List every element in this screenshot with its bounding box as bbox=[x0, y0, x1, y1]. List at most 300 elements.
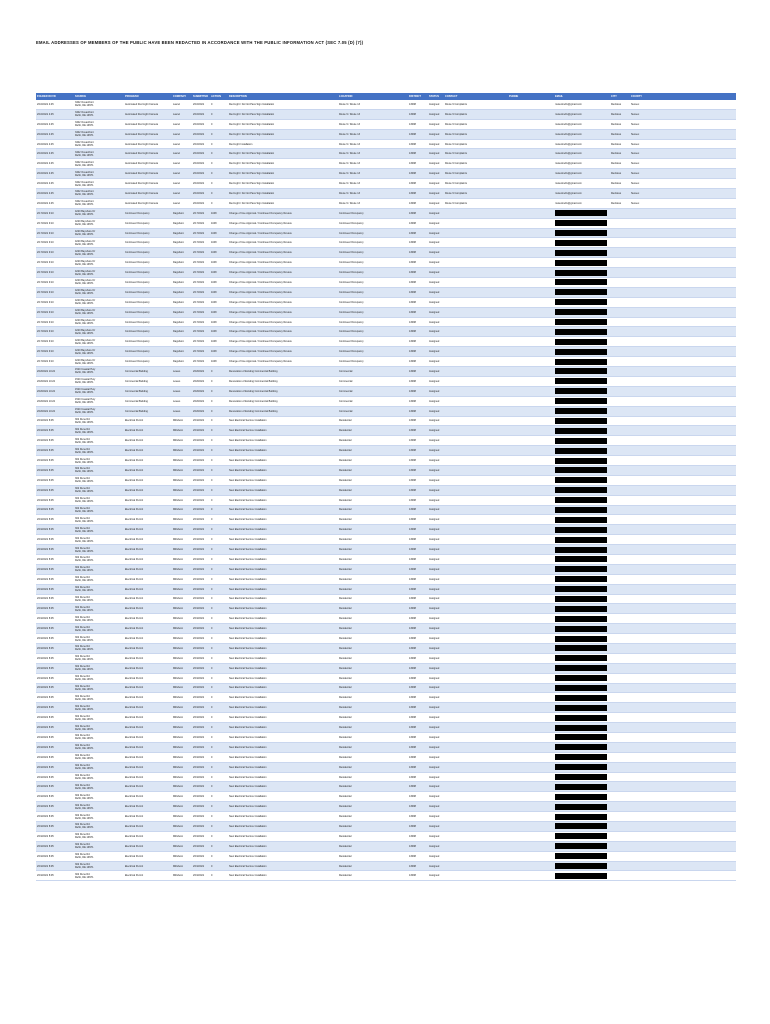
address-line: 302 Dune Rd bbox=[75, 506, 90, 510]
table-row bbox=[36, 773, 736, 783]
table-cell: 13098 bbox=[409, 785, 416, 789]
table-cell: New Electrical Service Installation bbox=[229, 459, 267, 462]
table-row bbox=[36, 486, 736, 496]
table-cell bbox=[74, 527, 124, 533]
table-cell: 2/19/2021 bbox=[193, 548, 205, 552]
table-cell bbox=[74, 537, 124, 543]
table-cell bbox=[554, 655, 610, 661]
address-line: Rehb, DE 19971 bbox=[75, 569, 94, 573]
table-cell: 0 bbox=[211, 389, 213, 393]
table-row bbox=[36, 871, 736, 881]
address-line: Rehb, DE 19971 bbox=[75, 450, 94, 454]
table-cell bbox=[74, 230, 124, 236]
table-cell: Lewes bbox=[173, 389, 181, 393]
redaction-bar bbox=[555, 586, 607, 592]
table-cell: 2/19/2021 bbox=[193, 745, 205, 749]
table-cell: New Electrical Service Installation bbox=[229, 637, 267, 641]
table-cell: Millsboro bbox=[173, 834, 184, 838]
table-row bbox=[36, 733, 736, 743]
table-cell bbox=[74, 398, 124, 404]
address-line: Rehb, DE 19971 bbox=[75, 272, 94, 276]
redaction-bar bbox=[555, 438, 607, 444]
redaction-bar bbox=[555, 487, 607, 493]
table-cell: Residential bbox=[339, 498, 352, 502]
table-cell: New Electrical Service Installation bbox=[229, 538, 267, 542]
table-cell: Sussex bbox=[631, 112, 640, 116]
table-cell: Continued Occupancy bbox=[125, 310, 150, 314]
address-line: 1520 Coastal Hwy bbox=[75, 398, 96, 402]
table-cell bbox=[74, 576, 124, 582]
address-line: Rehb, DE 19971 bbox=[75, 579, 94, 583]
table-cell: 13098 bbox=[409, 864, 416, 868]
address-line: Rehb, DE 19971 bbox=[75, 509, 94, 513]
table-cell: 0 bbox=[211, 706, 213, 710]
table-cell: 2/19/2021 bbox=[193, 488, 205, 492]
table-cell: Dagsboro bbox=[173, 241, 184, 245]
table-cell bbox=[554, 398, 610, 404]
table-cell: Millsboro bbox=[173, 577, 184, 581]
table-cell: Electrical Permit bbox=[125, 785, 144, 789]
table-cell: Electrical Permit bbox=[125, 864, 144, 868]
table-row bbox=[36, 476, 736, 486]
table-cell bbox=[74, 833, 124, 839]
table-cell: 13098 bbox=[409, 627, 416, 631]
table-cell: 0 bbox=[211, 498, 213, 502]
table-cell bbox=[554, 319, 610, 325]
table-cell: Automated Red Light Camera bbox=[125, 172, 159, 176]
address-line: Rehb, DE 19971 bbox=[75, 460, 94, 464]
table-cell: Red Light / Do Not Pass Sign Installation bbox=[229, 102, 275, 106]
table-cell bbox=[554, 754, 610, 760]
table-cell bbox=[554, 794, 610, 800]
address-line: Rehb, DE 19971 bbox=[75, 747, 94, 751]
table-cell: Route 9 Complaints bbox=[445, 142, 467, 146]
address-line: Rehb, DE 19971 bbox=[75, 806, 94, 810]
table-cell: 2/16/2021 4:45 bbox=[37, 172, 54, 176]
table-cell: New Electrical Service Installation bbox=[229, 834, 267, 838]
table-cell: Continued Occupancy bbox=[339, 211, 364, 215]
table-cell: 0 bbox=[211, 597, 213, 601]
table-cell: Assigned bbox=[429, 785, 440, 789]
address-line: 3402 Oceanfront bbox=[75, 131, 94, 135]
table-cell: 13098 bbox=[409, 488, 416, 492]
table-cell: Assigned bbox=[429, 112, 440, 116]
table-cell bbox=[74, 111, 124, 117]
table-cell: New Electrical Service Installation bbox=[229, 874, 267, 878]
column-header: COUNTY bbox=[631, 95, 642, 98]
table-cell bbox=[554, 705, 610, 711]
table-cell: 2/17/2021 bbox=[193, 340, 205, 344]
table-cell: 2/19/2021 bbox=[193, 478, 205, 482]
table-cell bbox=[74, 190, 124, 196]
table-cell bbox=[74, 438, 124, 444]
table-cell: 2/17/2021 9:10 bbox=[37, 211, 54, 215]
table-cell: Route 9 / Route 13 bbox=[339, 182, 360, 186]
address-line: Rehb, DE 19971 bbox=[75, 252, 94, 256]
address-line: 4220 Bayshore Dr bbox=[75, 348, 96, 352]
address-line: Rehb, DE 19971 bbox=[75, 737, 94, 741]
table-cell: Red Light / Do Not Pass Sign Installation bbox=[229, 162, 275, 166]
table-cell: 0 bbox=[211, 637, 213, 641]
table-row bbox=[36, 634, 736, 644]
table-cell: Dagsboro bbox=[173, 231, 184, 235]
table-cell: New Electrical Service Installation bbox=[229, 597, 267, 601]
table-cell: New Electrical Service Installation bbox=[229, 567, 267, 571]
address-line: 302 Dune Rd bbox=[75, 566, 90, 570]
table-cell: 13098 bbox=[409, 755, 416, 759]
table-cell bbox=[74, 349, 124, 355]
table-cell: Residential bbox=[339, 666, 352, 670]
table-cell: Continued Occupancy bbox=[125, 211, 150, 215]
table-cell: Millsboro bbox=[173, 686, 184, 690]
table-row bbox=[36, 367, 736, 377]
redaction-bar bbox=[555, 725, 607, 731]
table-cell: Electrical Permit bbox=[125, 478, 144, 482]
table-cell: 0 bbox=[211, 102, 213, 106]
table-cell: Change of Use Approval / Continued Occupancy Review bbox=[229, 320, 292, 324]
table-cell: 13098 bbox=[409, 745, 416, 749]
redaction-bar bbox=[555, 359, 607, 365]
table-cell: Route 9 Complaints bbox=[445, 122, 467, 126]
table-cell bbox=[554, 210, 610, 216]
table-cell: New Electrical Service Installation bbox=[229, 775, 267, 779]
table-cell: Assigned bbox=[429, 745, 440, 749]
address-line: Rehb, DE 19971 bbox=[75, 183, 94, 187]
table-cell: 13098 bbox=[409, 280, 416, 284]
table-cell: New Electrical Service Installation bbox=[229, 805, 267, 809]
table-cell: 13098 bbox=[409, 162, 416, 166]
table-cell: Assigned bbox=[429, 735, 440, 739]
table-cell: Millsboro bbox=[173, 528, 184, 532]
address-line: 302 Dune Rd bbox=[75, 764, 90, 768]
table-cell bbox=[554, 596, 610, 602]
address-line: 302 Dune Rd bbox=[75, 694, 90, 698]
redaction-bar bbox=[555, 833, 607, 839]
table-cell: Assigned bbox=[429, 538, 440, 542]
table-cell bbox=[554, 477, 610, 483]
table-cell: Millsboro bbox=[173, 765, 184, 769]
address-line: Rehb, DE 19971 bbox=[75, 490, 94, 494]
table-cell: Electrical Permit bbox=[125, 597, 144, 601]
table-cell: Millsboro bbox=[173, 419, 184, 423]
table-cell bbox=[554, 843, 610, 849]
table-cell: Red Light / Do Not Pass Sign Installation bbox=[229, 132, 275, 136]
address-line: 3402 Oceanfront bbox=[75, 121, 94, 125]
table-cell bbox=[554, 368, 610, 374]
table-cell: Assigned bbox=[429, 478, 440, 482]
table-cell: 13098 bbox=[409, 429, 416, 433]
table-cell: Change of Use Approval / Continued Occupancy Review bbox=[229, 300, 292, 304]
table-cell: Assigned bbox=[429, 528, 440, 532]
table-cell: 13098 bbox=[409, 102, 416, 106]
table-row bbox=[36, 595, 736, 605]
table-cell: 2/19/2021 bbox=[193, 726, 205, 730]
address-line: Rehb, DE 19971 bbox=[75, 549, 94, 553]
table-row bbox=[36, 248, 736, 258]
table-cell bbox=[74, 458, 124, 464]
table-cell bbox=[554, 626, 610, 632]
redaction-bar bbox=[555, 448, 607, 454]
table-cell: Reckless bbox=[611, 122, 622, 126]
table-cell bbox=[554, 675, 610, 681]
table-cell: Millsboro bbox=[173, 627, 184, 631]
table-cell: Red Light / Do Not Pass Sign Installation bbox=[229, 201, 275, 205]
table-cell: New Electrical Service Installation bbox=[229, 587, 267, 591]
table-cell: 2/19/2021 bbox=[193, 864, 205, 868]
table-cell bbox=[554, 359, 610, 365]
table-cell: 2/19/2021 bbox=[193, 696, 205, 700]
table-cell: Sussex bbox=[631, 152, 640, 156]
table-cell: Laurel bbox=[173, 112, 180, 116]
table-cell: 2/19/2021 8:05 bbox=[37, 716, 54, 720]
table-cell: 2/19/2021 bbox=[193, 824, 205, 828]
table-cell: 2/19/2021 8:05 bbox=[37, 449, 54, 453]
table-row bbox=[36, 219, 736, 229]
table-cell: 1048 bbox=[211, 280, 217, 284]
redaction-bar bbox=[555, 537, 607, 543]
table-cell bbox=[554, 576, 610, 582]
address-line: Rehb, DE 19971 bbox=[75, 717, 94, 721]
address-line: 302 Dune Rd bbox=[75, 536, 90, 540]
table-cell: Lewes bbox=[173, 409, 181, 413]
table-row bbox=[36, 377, 736, 387]
table-cell: Route 9 Complaints bbox=[445, 162, 467, 166]
table-cell bbox=[554, 715, 610, 721]
table-cell: 2/19/2021 8:05 bbox=[37, 607, 54, 611]
table-cell bbox=[74, 487, 124, 493]
table-cell: routeninefix@gmail.com bbox=[555, 182, 582, 186]
table-cell: 13098 bbox=[409, 211, 416, 215]
table-cell: 0 bbox=[211, 162, 213, 166]
address-line: Rehb, DE 19971 bbox=[75, 628, 94, 632]
table-cell: Electrical Permit bbox=[125, 498, 144, 502]
table-cell bbox=[74, 695, 124, 701]
address-line: Rehb, DE 19971 bbox=[75, 322, 94, 326]
table-cell: 13098 bbox=[409, 716, 416, 720]
table-cell: 0 bbox=[211, 686, 213, 690]
table-cell: Assigned bbox=[429, 844, 440, 848]
table-cell: Electrical Permit bbox=[125, 557, 144, 561]
table-cell: New Electrical Service Installation bbox=[229, 854, 267, 858]
address-line: Rehb, DE 19971 bbox=[75, 331, 94, 335]
table-cell bbox=[74, 586, 124, 592]
table-cell: Millsboro bbox=[173, 696, 184, 700]
table-cell: Laurel bbox=[173, 162, 180, 166]
redaction-bar bbox=[555, 695, 607, 701]
table-cell: 0 bbox=[211, 656, 213, 660]
table-cell: 13098 bbox=[409, 557, 416, 561]
table-cell: 13098 bbox=[409, 271, 416, 275]
table-cell: 2/19/2021 8:05 bbox=[37, 834, 54, 838]
table-cell: Electrical Permit bbox=[125, 815, 144, 819]
table-cell: 2/19/2021 bbox=[193, 459, 205, 462]
table-cell: 2/19/2021 8:05 bbox=[37, 557, 54, 561]
address-line: Rehb, DE 19971 bbox=[75, 104, 94, 108]
table-cell: New Electrical Service Installation bbox=[229, 795, 267, 799]
table-cell: 2/19/2021 8:05 bbox=[37, 765, 54, 769]
table-cell: Residential bbox=[339, 577, 352, 581]
address-line: 302 Dune Rd bbox=[75, 586, 90, 590]
address-line: Rehb, DE 19971 bbox=[75, 658, 94, 662]
table-cell: 2/19/2021 8:05 bbox=[37, 478, 54, 482]
table-cell: New Electrical Service Installation bbox=[229, 656, 267, 660]
table-cell bbox=[554, 744, 610, 750]
table-row bbox=[36, 545, 736, 555]
table-cell: 13098 bbox=[409, 498, 416, 502]
address-line: Rehb, DE 19971 bbox=[75, 153, 94, 157]
address-line: Rehb, DE 19971 bbox=[75, 262, 94, 266]
table-cell: 13098 bbox=[409, 696, 416, 700]
table-cell: 0 bbox=[211, 369, 213, 373]
table-cell: Assigned bbox=[429, 627, 440, 631]
table-cell: Change of Use Approval / Continued Occupancy Review bbox=[229, 350, 292, 354]
table-cell: Electrical Permit bbox=[125, 686, 144, 690]
table-cell: Automated Red Light Camera bbox=[125, 191, 159, 195]
table-cell: Dagsboro bbox=[173, 320, 184, 324]
table-cell: Residential bbox=[339, 706, 352, 710]
table-cell: 0 bbox=[211, 716, 213, 720]
table-row bbox=[36, 288, 736, 298]
table-row bbox=[36, 802, 736, 812]
table-cell: Residential bbox=[339, 468, 352, 472]
table-cell: 0 bbox=[211, 696, 213, 700]
table-cell: 13098 bbox=[409, 310, 416, 314]
table-cell: 2/19/2021 bbox=[193, 429, 205, 433]
redaction-bar bbox=[555, 477, 607, 483]
table-cell: Commercial Building bbox=[125, 399, 148, 403]
table-cell: Assigned bbox=[429, 409, 440, 413]
table-cell bbox=[74, 507, 124, 513]
table-cell: 2/17/2021 bbox=[193, 360, 205, 364]
table-row bbox=[36, 703, 736, 713]
address-line: 302 Dune Rd bbox=[75, 684, 90, 688]
table-cell: Change of Use Approval / Continued Occupancy Review bbox=[229, 310, 292, 314]
address-line: Rehb, DE 19971 bbox=[75, 302, 94, 306]
table-row bbox=[36, 852, 736, 862]
table-cell: Route 9 / Route 13 bbox=[339, 162, 360, 166]
table-cell: Reckless bbox=[611, 191, 622, 195]
address-line: 302 Dune Rd bbox=[75, 783, 90, 787]
address-line: 4220 Bayshore Dr bbox=[75, 230, 96, 234]
address-line: 4220 Bayshore Dr bbox=[75, 309, 96, 313]
table-cell: 13098 bbox=[409, 824, 416, 828]
table-cell: Assigned bbox=[429, 330, 440, 334]
address-line: Rehb, DE 19971 bbox=[75, 361, 94, 365]
table-cell: Continued Occupancy bbox=[125, 261, 150, 265]
table-cell: Residential bbox=[339, 627, 352, 631]
table-cell: Electrical Permit bbox=[125, 745, 144, 749]
table-cell: 13098 bbox=[409, 844, 416, 848]
table-cell bbox=[74, 566, 124, 572]
table-cell: Assigned bbox=[429, 557, 440, 561]
column-header: ACTION bbox=[211, 95, 221, 98]
table-cell: 13098 bbox=[409, 330, 416, 334]
table-cell: 2/19/2021 bbox=[193, 419, 205, 423]
table-cell: Red Light Installation bbox=[229, 142, 253, 146]
table-cell: Millsboro bbox=[173, 656, 184, 660]
table-cell: Route 9 Complaints bbox=[445, 112, 467, 116]
address-line: Rehb, DE 19971 bbox=[75, 529, 94, 533]
table-cell bbox=[74, 378, 124, 384]
table-cell: Assigned bbox=[429, 211, 440, 215]
redaction-bar bbox=[555, 566, 607, 572]
table-cell: 13098 bbox=[409, 459, 416, 462]
table-row bbox=[36, 842, 736, 852]
table-cell: Assigned bbox=[429, 320, 440, 324]
table-cell: 2/19/2021 8:05 bbox=[37, 656, 54, 660]
table-cell: 2/19/2021 8:05 bbox=[37, 577, 54, 581]
table-cell bbox=[554, 467, 610, 473]
table-cell bbox=[554, 685, 610, 691]
address-line: 302 Dune Rd bbox=[75, 655, 90, 659]
table-cell: Dagsboro bbox=[173, 330, 184, 334]
table-cell: Commercial bbox=[339, 379, 353, 383]
address-line: Rehb, DE 19971 bbox=[75, 727, 94, 731]
table-cell: 2/17/2021 bbox=[193, 290, 205, 294]
table-cell: routeninefix@gmail.com bbox=[555, 191, 582, 195]
table-cell bbox=[74, 151, 124, 157]
table-cell: 0 bbox=[211, 854, 213, 858]
table-cell: 2/19/2021 bbox=[193, 844, 205, 848]
table-cell: Assigned bbox=[429, 607, 440, 611]
table-cell: 2/17/2021 9:10 bbox=[37, 271, 54, 275]
table-cell: Laurel bbox=[173, 201, 180, 205]
redaction-bar bbox=[555, 734, 607, 740]
table-cell: Route 9 / Route 13 bbox=[339, 152, 360, 156]
table-cell: 0 bbox=[211, 379, 213, 383]
table-cell: Continued Occupancy bbox=[339, 241, 364, 245]
table-cell bbox=[74, 794, 124, 800]
redaction-bar bbox=[555, 517, 607, 523]
table-cell: 2/18/2021 10:22 bbox=[37, 389, 56, 393]
table-cell: 13098 bbox=[409, 290, 416, 294]
table-cell: 0 bbox=[211, 844, 213, 848]
table-cell bbox=[74, 141, 124, 147]
redaction-bar bbox=[555, 665, 607, 671]
table-cell bbox=[74, 705, 124, 711]
table-cell: 2/16/2021 bbox=[193, 152, 205, 156]
redaction-bar bbox=[555, 804, 607, 810]
table-cell: Residential bbox=[339, 637, 352, 641]
column-header: FOLDER RCVD bbox=[37, 95, 56, 98]
table-cell: Residential bbox=[339, 419, 352, 423]
table-cell: Residential bbox=[339, 488, 352, 492]
table-cell: 13098 bbox=[409, 617, 416, 621]
table-cell: Continued Occupancy bbox=[125, 271, 150, 275]
table-row bbox=[36, 575, 736, 585]
table-cell bbox=[554, 220, 610, 226]
address-line: Rehb, DE 19971 bbox=[75, 341, 94, 345]
table-cell: New Electrical Service Installation bbox=[229, 755, 267, 759]
table-cell: Residential bbox=[339, 656, 352, 660]
table-cell: 1048 bbox=[211, 360, 217, 364]
table-cell bbox=[554, 250, 610, 256]
table-cell bbox=[74, 428, 124, 434]
table-body bbox=[36, 100, 736, 881]
redaction-bar bbox=[555, 467, 607, 473]
table-cell: 2/19/2021 bbox=[193, 637, 205, 641]
table-cell: 2/19/2021 bbox=[193, 577, 205, 581]
table-cell: Assigned bbox=[429, 706, 440, 710]
address-line: 1520 Coastal Hwy bbox=[75, 388, 96, 392]
table-cell: 0 bbox=[211, 172, 213, 176]
redaction-bar bbox=[555, 309, 607, 315]
table-row bbox=[36, 624, 736, 634]
table-cell: Assigned bbox=[429, 577, 440, 581]
table-cell: 13098 bbox=[409, 241, 416, 245]
table-cell: 0 bbox=[211, 518, 213, 522]
table-cell bbox=[554, 873, 610, 879]
